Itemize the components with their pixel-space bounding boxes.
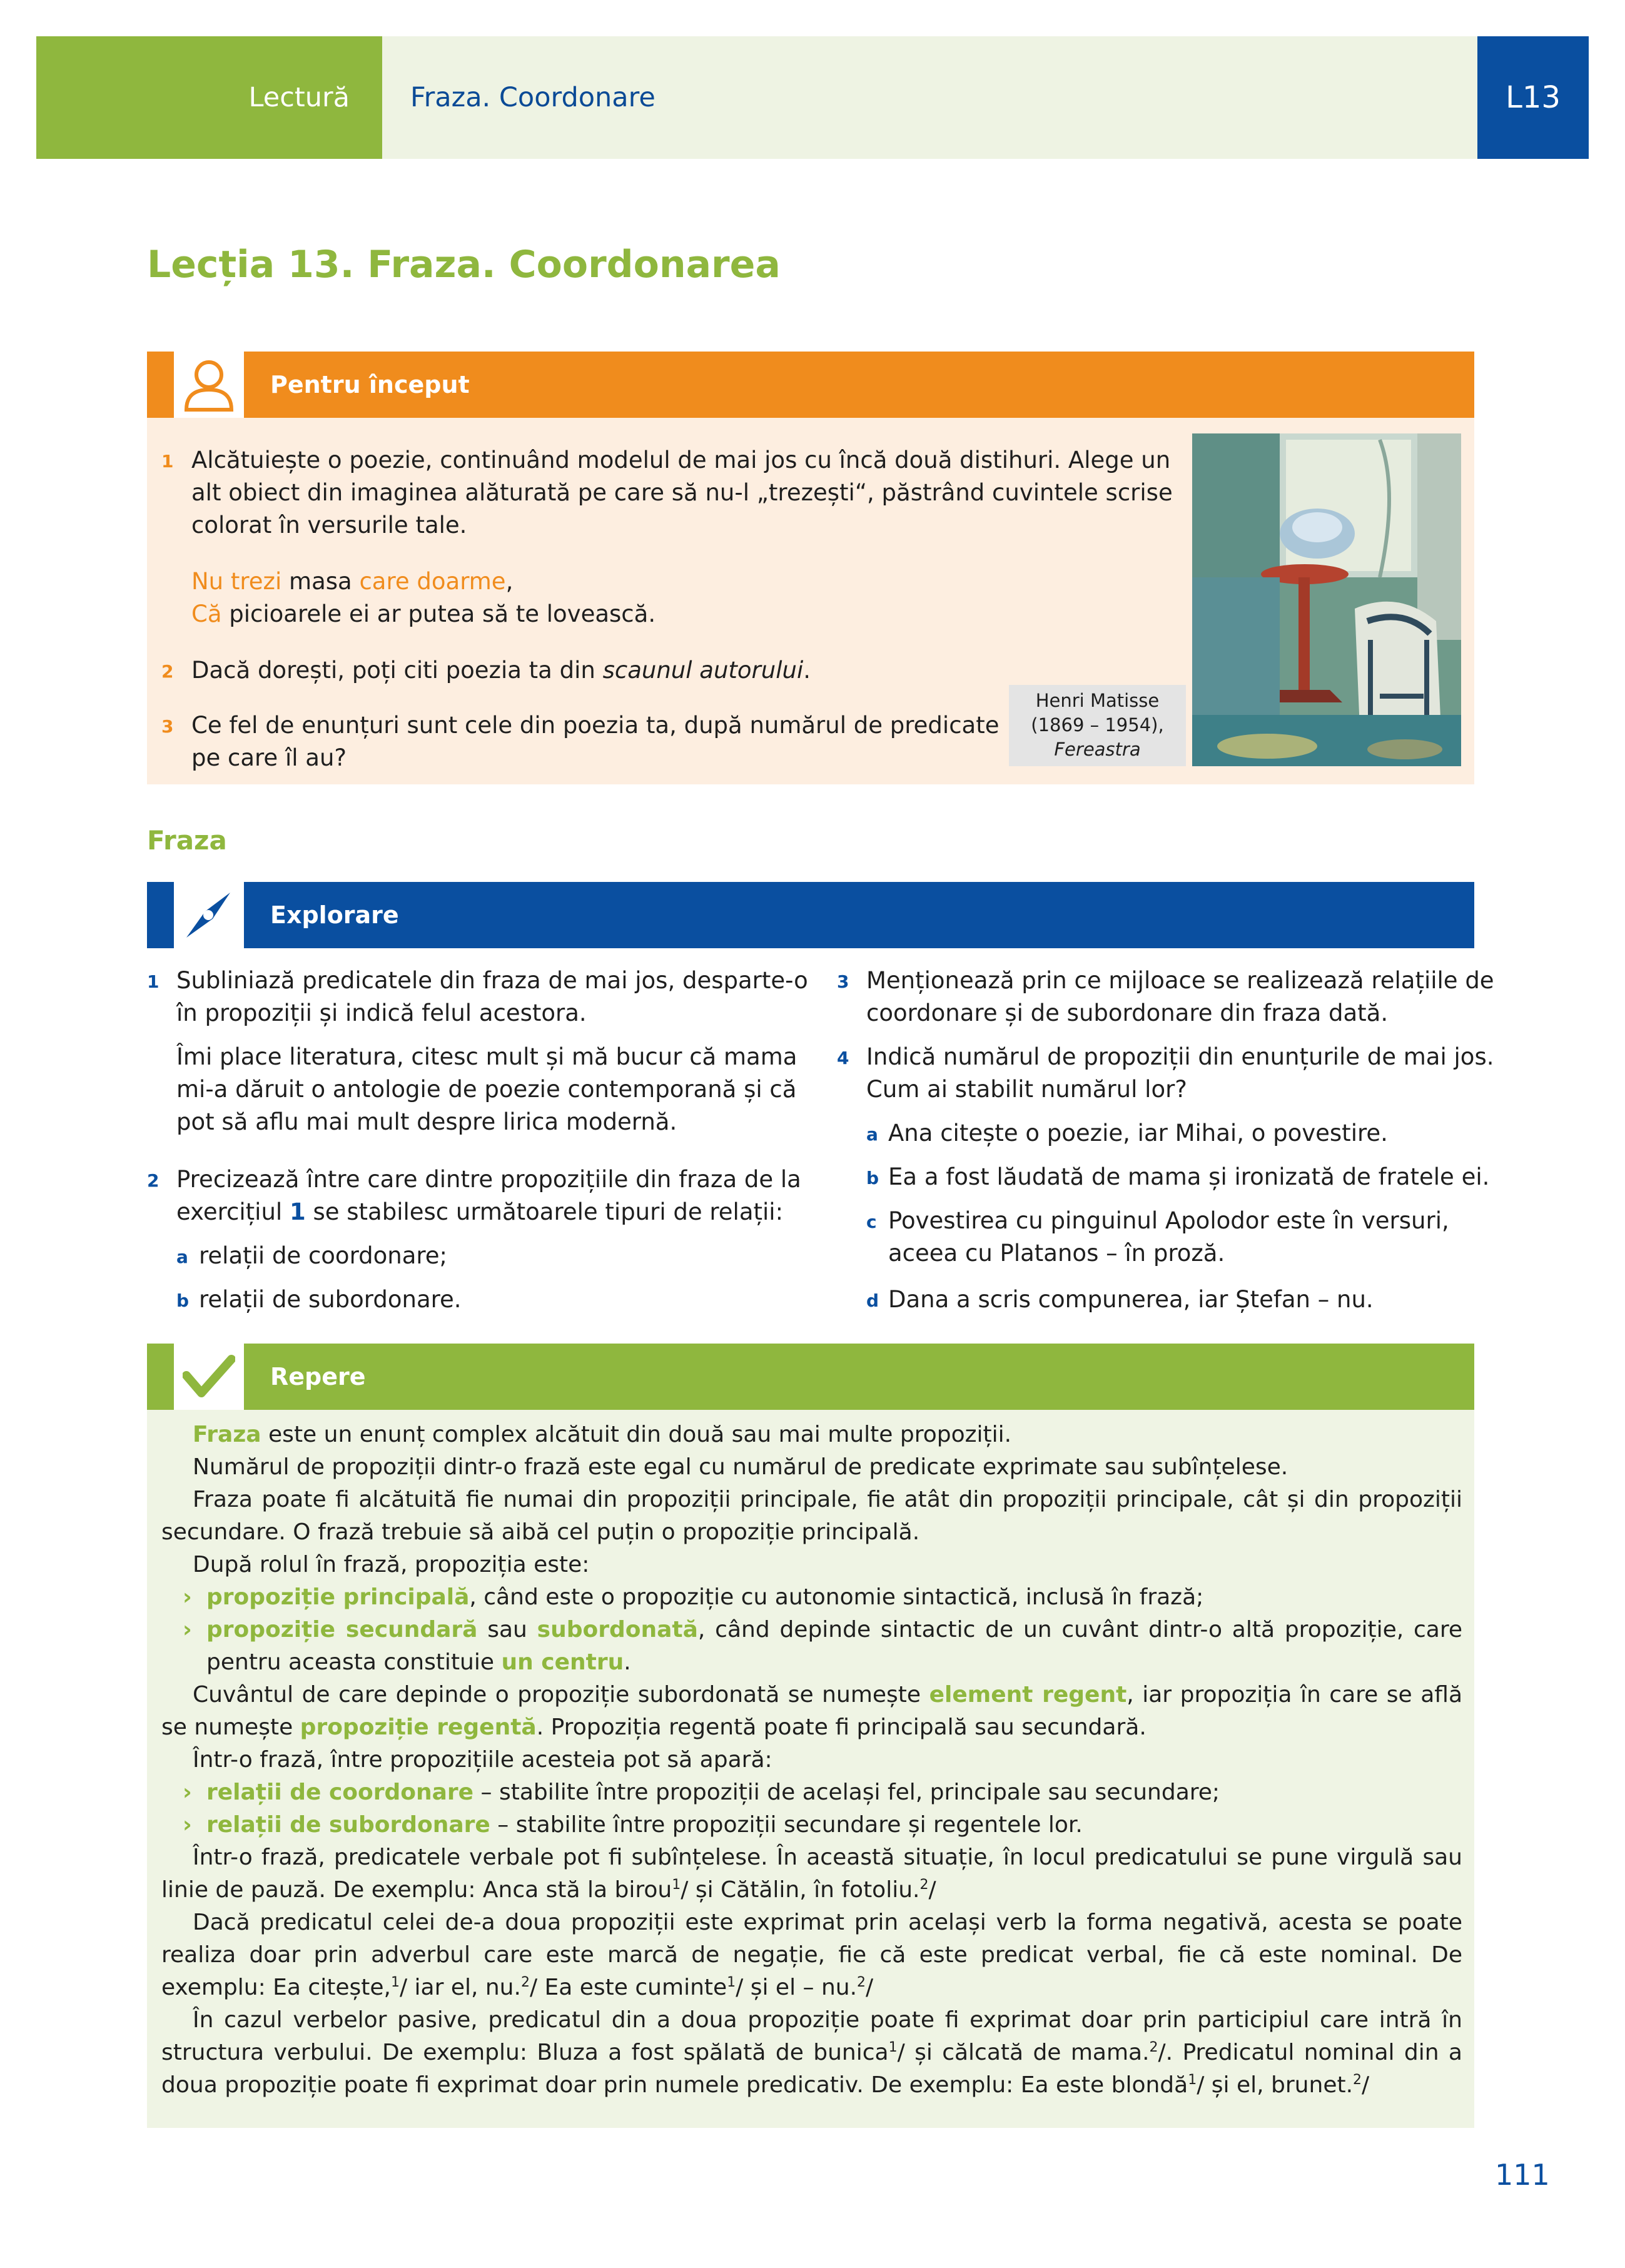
painting-caption: Henri Matisse (1869 – 1954), Fereastra — [1009, 685, 1186, 766]
exercise-number: 3 — [161, 716, 174, 737]
item-text: Ana citește o poezie, iar Mihai, o povestire. — [888, 1120, 1388, 1147]
exercise-text: coordonare și de subordonare din fraza dată. — [866, 1000, 1389, 1026]
item-letter: d — [866, 1290, 879, 1311]
start-label: Pentru început — [244, 352, 1474, 418]
exercise-number: 1 — [161, 451, 174, 472]
exercise-text: colorat în versurile tale. — [191, 512, 467, 539]
repere-bar — [147, 1344, 1474, 1410]
header-lesson-code: L13 — [1477, 36, 1589, 159]
exercise-text: în propoziții și indică felul acestora. — [176, 1000, 587, 1026]
item-text: aceea cu Platanos – în proză. — [888, 1240, 1225, 1267]
start-bar — [147, 352, 1474, 418]
exercise-number: 3 — [837, 971, 849, 992]
quoted-sentence: mi-a dăruit o antologie de poezie contemporană și că — [176, 1076, 797, 1103]
page-header — [36, 36, 1589, 159]
person-icon — [174, 352, 244, 418]
compass-icon — [174, 882, 244, 948]
item-letter: b — [866, 1168, 879, 1188]
item-letter: b — [176, 1290, 190, 1311]
poem-line: Că picioarele ei ar putea să te lovească. — [191, 600, 656, 627]
exercise-text: Indică numărul de propoziții din enunțurile de mai jos. — [866, 1043, 1494, 1070]
exercise-text: Ce fel de enunțuri sunt cele din poezia ta, după numărul de predicate — [191, 712, 1000, 739]
exercise-text: Subliniază predicatele din fraza de mai jos, desparte-o — [176, 967, 808, 994]
repere-label: Repere — [244, 1344, 1474, 1410]
item-letter: a — [176, 1247, 188, 1267]
item-text: Povestirea cu pinguinul Apolodor este în versuri, — [888, 1207, 1449, 1234]
explorare-label: Explorare — [244, 882, 1474, 948]
item-text: relații de coordonare; — [199, 1242, 448, 1269]
lesson-title: Lecția 13. Fraza. Coordonarea — [147, 243, 781, 286]
section-heading: Fraza — [147, 825, 227, 856]
page-number: 111 — [1495, 2158, 1550, 2192]
exercise-text: exercițiul 1 se stabilesc următoarele tipuri de relații: — [176, 1198, 784, 1225]
exercise-number: 4 — [837, 1048, 849, 1068]
exercise-text: Precizează între care dintre propozițiile din fraza de la — [176, 1166, 801, 1193]
exercise-number: 2 — [147, 1170, 159, 1191]
item-text: Dana a scris compunerea, iar Ștefan – nu. — [888, 1286, 1374, 1313]
exercise-text: Cum ai stabilit numărul lor? — [866, 1076, 1187, 1103]
exercise-text: pe care îl au? — [191, 744, 347, 771]
exercise-text: Dacă dorești, poți citi poezia ta din scaunul autorului. — [191, 657, 811, 684]
exercise-text: Menționează prin ce mijloace se realizează relațiile de — [866, 967, 1494, 994]
item-letter: c — [866, 1212, 877, 1232]
matisse-painting-image — [1192, 433, 1461, 766]
quoted-sentence: pot să aflu mai mult despre lirica modernă. — [176, 1108, 677, 1135]
poem-line: Nu trezi masa care doarme, — [191, 568, 514, 595]
quoted-sentence: Îmi place literatura, citesc mult și mă bucur că mama — [176, 1043, 797, 1070]
exercise-number: 2 — [161, 661, 174, 682]
header-title: Fraza. Coordonare — [382, 36, 1477, 159]
repere-text: Fraza este un enunț complex alcătuit din două sau mai multe propoziții. Numărul de propoziții dintr-o frază este egal cu numărul de predicate exprimate sau subînțelese. Fraza poate fi alcătuită fie numai din propoziții principale, fie atât din propoziții principale, cât și din propoziții secundare. O frază trebuie să aibă cel puțin o propoziție principală. După rolul în frază, propoziția este: › propoziție principală, când este o propoziție cu autonomie sintactică, inclusă în frază; › propoziție secundară sau subordonată, când depinde sintactic de un cuvânt dintr-o altă propoziție, care pentru aceasta constituie un centru. Cuvântul de care depinde o propoziție subordonată se numește element regent, iar propoziția în care se află se numește propoziție regentă. Propoziția regentă poate fi principală sau secundară. Într-o frază, între propozițiile acesteia pot să apară: › relații de coordonare – stabilite între propoziții de același fel, principale sau secundare; › relații de subordonare – stabilite între propoziții secundare și regentele lor. Într-o frază, predicatele verbale pot fi subînțelese. În această situație, în locul predicatului se pune virgulă sau linie de pauză. De exemplu: Anca stă la birou$^1$/ și Cătălin, în fotoliu.$^2$/ Dacă predicatul celei de-a doua propoziții este exprimat prin același verb la forma negativă, acesta se poate realiza doar prin adverbul care este marcă de negație, fie că este predicat verbal, fie că este nominal. De exemplu: Ea citește,$^1$/ iar el, nu.$^2$/ Ea este cuminte$^1$/ și el – nu.$^2$/ În cazul verbelor pasive, predicatul din a doua propoziție poate fi exprimat doar prin participiul care intră în structura verbului. De exemplu: Bluza a fost spălată de bunica$^1$/ și călcată de mama.$^2$/. Predicatul nominal din a doua propoziție poate fi exprimat doar prin numele predicativ. De exemplu: Ea este blondă$^1$/ și el, brunet.$^2$/ — [161, 1422, 1462, 2098]
item-text: Ea a fost lăudată de mama și ironizată de fratele ei. — [888, 1163, 1490, 1190]
exercise-text: Alcătuiește o poezie, continuând modelul de mai jos cu încă două distihuri. Alege un — [191, 447, 1171, 473]
explorare-bar — [147, 882, 1474, 948]
exercise-number: 1 — [147, 971, 159, 992]
exercise-text: alt obiect din imaginea alăturată pe care să nu-l „trezești“, păstrând cuvintele scrise — [191, 479, 1173, 506]
header-section: Lectură — [36, 36, 382, 159]
item-text: relații de subordonare. — [199, 1286, 462, 1313]
checkmark-icon — [174, 1344, 244, 1410]
item-letter: a — [866, 1124, 878, 1145]
